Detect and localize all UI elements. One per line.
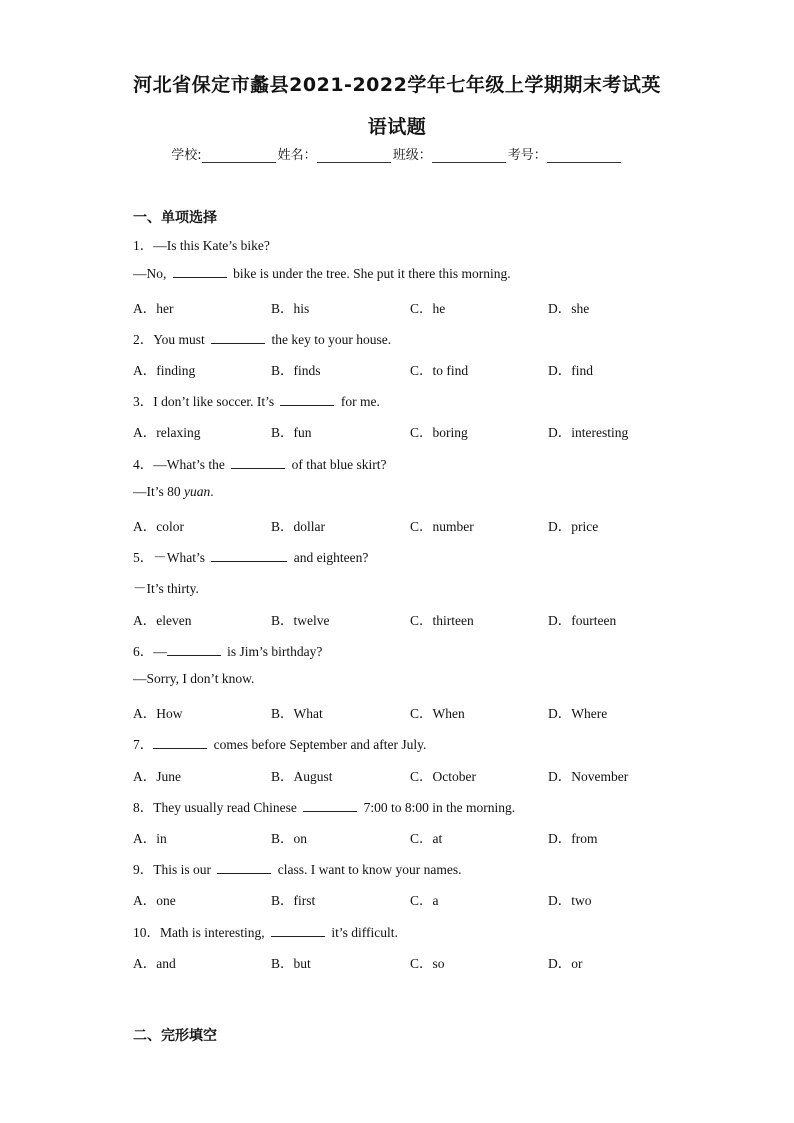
option-d[interactable]: D．or (548, 956, 583, 971)
question-2-options (133, 359, 693, 377)
option-a[interactable]: A．one (133, 893, 176, 908)
option-b[interactable]: B．first (271, 893, 316, 908)
answer-blank[interactable] (231, 456, 285, 469)
answer-blank[interactable] (280, 393, 334, 406)
question-4-stem: 4．—What’s the of that blue skirt? (133, 457, 387, 472)
option-b[interactable]: B．August (271, 769, 333, 784)
option-d[interactable]: D．price (548, 519, 599, 534)
question-9-stem: 9．This is our class. I want to know your names. (133, 862, 462, 877)
option-d[interactable]: D．find (548, 363, 593, 378)
student-info-line (0, 144, 794, 163)
section-heading-single-choice: 一、单项选择 (133, 210, 217, 226)
class-label: 班级： (392, 148, 432, 163)
name-label: 姓名： (277, 148, 317, 163)
question-5-answer-line: －It’s thirty. (133, 581, 199, 596)
exam-title-line2: 语试题 (367, 116, 427, 138)
option-d[interactable]: D．she (548, 301, 590, 316)
option-c[interactable]: C．boring (410, 425, 468, 440)
option-c[interactable]: C．October (410, 769, 476, 784)
question-8-stem: 8．They usually read Chinese 7:00 to 8:00 in the morning. (133, 800, 516, 815)
question-4-answer-line: —It’s 80 yuan. (133, 484, 214, 499)
question-6-answer-line: —Sorry, I don’t know. (133, 671, 255, 686)
option-d[interactable]: D．Where (548, 706, 608, 721)
question-1-stem: 1．—Is this Kate’s bike? (133, 238, 270, 253)
question-5-options (133, 609, 693, 627)
option-b[interactable]: B．his (271, 301, 310, 316)
option-c[interactable]: C．When (410, 706, 465, 721)
question-2-stem: 2．You must the key to your house. (133, 332, 392, 347)
question-3-stem: 3．I don’t like soccer. It’s for me. (133, 394, 380, 409)
option-c[interactable]: C．he (410, 301, 446, 316)
option-d[interactable]: D．fourteen (548, 613, 617, 628)
class-blank[interactable] (432, 148, 506, 163)
option-b[interactable]: B．twelve (271, 613, 330, 628)
question-8-options (133, 827, 693, 845)
answer-blank[interactable] (217, 861, 271, 874)
option-b[interactable]: B．dollar (271, 519, 325, 534)
option-b[interactable]: B．fun (271, 425, 312, 440)
option-b[interactable]: B．on (271, 831, 308, 846)
option-d[interactable]: D．November (548, 769, 629, 784)
option-c[interactable]: C．at (410, 831, 443, 846)
option-b[interactable]: B．but (271, 956, 311, 971)
question-6-options (133, 702, 693, 720)
answer-blank[interactable] (173, 265, 227, 278)
option-a[interactable]: A．finding (133, 363, 196, 378)
option-a[interactable]: A．relaxing (133, 425, 201, 440)
option-a[interactable]: A．in (133, 831, 167, 846)
option-a[interactable]: A．eleven (133, 613, 192, 628)
number-blank[interactable] (547, 148, 621, 163)
option-a[interactable]: A．her (133, 301, 174, 316)
option-c[interactable]: C．a (410, 893, 439, 908)
question-10-stem: 10．Math is interesting, it’s difficult. (133, 925, 398, 940)
school-blank[interactable] (202, 148, 276, 163)
option-a[interactable]: A．How (133, 706, 183, 721)
exam-title-line1: 河北省保定市蠡县2021-2022学年七年级上学期期末考试英 (133, 74, 661, 96)
option-c[interactable]: C．thirteen (410, 613, 474, 628)
answer-blank[interactable] (211, 331, 265, 344)
answer-blank[interactable] (303, 799, 357, 812)
question-6-stem: 6．— is Jim’s birthday? (133, 644, 323, 659)
answer-blank[interactable] (153, 736, 207, 749)
option-a[interactable]: A．June (133, 769, 181, 784)
question-1-options (133, 297, 693, 315)
option-c[interactable]: C．number (410, 519, 474, 534)
option-c[interactable]: C．to find (410, 363, 469, 378)
option-b[interactable]: B．What (271, 706, 323, 721)
question-9-options (133, 889, 693, 907)
option-c[interactable]: C．so (410, 956, 445, 971)
number-label: 考号： (507, 148, 547, 163)
name-blank[interactable] (317, 148, 391, 163)
option-d[interactable]: D．interesting (548, 425, 629, 440)
answer-blank[interactable] (211, 549, 287, 562)
question-4-options (133, 515, 693, 533)
section-heading-cloze: 二、完形填空 (133, 1028, 217, 1044)
question-1-answer-line: —No, bike is under the tree. She put it there this morning. (133, 266, 511, 281)
question-7-stem: 7． comes before September and after July. (133, 737, 427, 752)
question-5-stem: 5．－What’s and eighteen? (133, 550, 369, 565)
option-a[interactable]: A．and (133, 956, 176, 971)
school-label: 学校: (171, 148, 202, 163)
option-d[interactable]: D．two (548, 893, 592, 908)
option-a[interactable]: A．color (133, 519, 184, 534)
option-b[interactable]: B．finds (271, 363, 321, 378)
question-3-options (133, 421, 693, 439)
question-10-options (133, 952, 693, 970)
question-7-options (133, 765, 693, 783)
answer-blank[interactable] (271, 924, 325, 937)
option-d[interactable]: D．from (548, 831, 598, 846)
answer-blank[interactable] (167, 643, 221, 656)
